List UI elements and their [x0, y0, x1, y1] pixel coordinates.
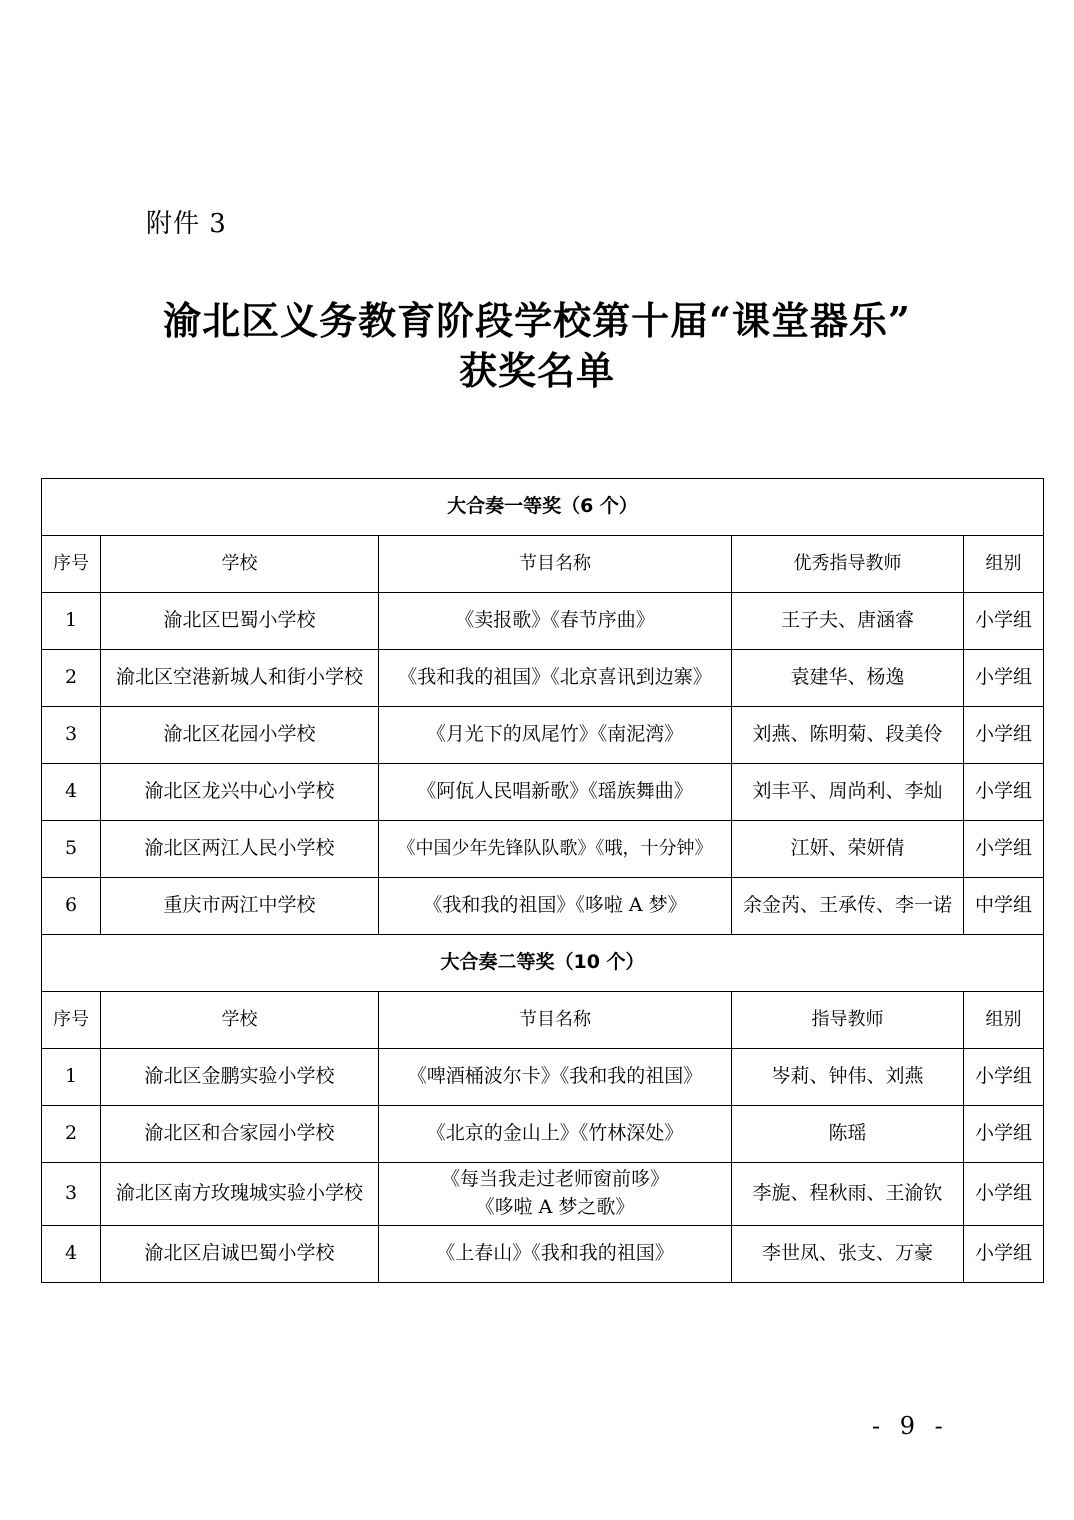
table-row — [42, 1106, 1044, 1163]
cell-teachers: 王子夫、唐涵睿 — [732, 593, 964, 650]
cell-teachers: 刘燕、陈明菊、段美伶 — [732, 707, 964, 764]
document-title-line2: 获奖名单 — [458, 348, 615, 393]
column-header-school: 学校 — [101, 536, 379, 593]
page-number: - 9 - — [872, 1412, 949, 1440]
table-row — [42, 878, 1044, 935]
cell-teachers: 陈瑶 — [732, 1106, 964, 1163]
cell-number: 4 — [42, 764, 101, 821]
attachment-label: 附件 3 — [146, 209, 227, 239]
column-header-group: 组别 — [964, 992, 1044, 1049]
table-row — [42, 764, 1044, 821]
cell-school: 渝北区巴蜀小学校 — [101, 593, 379, 650]
cell-program: 《上春山》《我和我的祖国》 — [379, 1226, 732, 1283]
cell-group: 小学组 — [964, 1226, 1044, 1283]
cell-program: 《我和我的祖国》《北京喜讯到边寨》 — [379, 650, 732, 707]
cell-group: 小学组 — [964, 1106, 1044, 1163]
column-header-teachers: 指导教师 — [732, 992, 964, 1049]
column-header-program: 节目名称 — [379, 536, 732, 593]
cell-school: 渝北区南方玫瑰城实验小学校 — [101, 1163, 379, 1226]
cell-school: 渝北区两江人民小学校 — [101, 821, 379, 878]
cell-program: 《我和我的祖国》《哆啦 A 梦》 — [379, 878, 732, 935]
cell-program: 《啤酒桶波尔卡》《我和我的祖国》 — [379, 1049, 732, 1106]
cell-school: 渝北区龙兴中心小学校 — [101, 764, 379, 821]
cell-group: 小学组 — [964, 821, 1044, 878]
cell-school: 渝北区金鹏实验小学校 — [101, 1049, 379, 1106]
cell-number: 5 — [42, 821, 101, 878]
cell-teachers: 李旎、程秋雨、王渝钦 — [732, 1163, 964, 1226]
table-row — [42, 1226, 1044, 1283]
cell-number: 4 — [42, 1226, 101, 1283]
cell-number: 2 — [42, 1106, 101, 1163]
cell-school: 渝北区空港新城人和街小学校 — [101, 650, 379, 707]
awards-table — [41, 478, 1044, 1283]
table-row — [42, 821, 1044, 878]
table-row — [42, 707, 1044, 764]
cell-program: 《每当我走过老师窗前哆》 《哆啦 A 梦之歌》 — [379, 1163, 732, 1226]
cell-school: 渝北区启诚巴蜀小学校 — [101, 1226, 379, 1283]
cell-number: 1 — [42, 1049, 101, 1106]
cell-group: 小学组 — [964, 650, 1044, 707]
column-header-number: 序号 — [42, 992, 101, 1049]
column-header-program: 节目名称 — [379, 992, 732, 1049]
cell-group: 中学组 — [964, 878, 1044, 935]
cell-program: 《中国少年先锋队队歌》《哦，十分钟》 — [379, 821, 732, 878]
column-header-number: 序号 — [42, 536, 101, 593]
cell-program: 《卖报歌》《春节序曲》 — [379, 593, 732, 650]
section-title-first-prize: 大合奏一等奖（6 个） — [42, 479, 1044, 536]
cell-school: 渝北区花园小学校 — [101, 707, 379, 764]
cell-group: 小学组 — [964, 593, 1044, 650]
cell-program: 《月光下的凤尾竹》《南泥湾》 — [379, 707, 732, 764]
cell-number: 3 — [42, 707, 101, 764]
table-row — [42, 1163, 1044, 1226]
cell-group: 小学组 — [964, 707, 1044, 764]
cell-number: 3 — [42, 1163, 101, 1226]
cell-teachers: 刘丰平、周尚利、李灿 — [732, 764, 964, 821]
section-row — [42, 479, 1044, 536]
header-row — [42, 536, 1044, 593]
cell-teachers: 袁建华、杨逸 — [732, 650, 964, 707]
cell-teachers: 江妍、荣妍倩 — [732, 821, 964, 878]
table-row — [42, 593, 1044, 650]
cell-program: 《北京的金山上》《竹林深处》 — [379, 1106, 732, 1163]
column-header-group: 组别 — [964, 536, 1044, 593]
cell-school: 重庆市两江中学校 — [101, 878, 379, 935]
cell-number: 1 — [42, 593, 101, 650]
cell-number: 6 — [42, 878, 101, 935]
column-header-teachers: 优秀指导教师 — [732, 536, 964, 593]
cell-group: 小学组 — [964, 1163, 1044, 1226]
cell-teachers: 李世凤、张支、万豪 — [732, 1226, 964, 1283]
column-header-school: 学校 — [101, 992, 379, 1049]
document-title-line1: 渝北区义务教育阶段学校第十届“课堂器乐” — [163, 298, 911, 343]
section-row — [42, 935, 1044, 992]
cell-group: 小学组 — [964, 764, 1044, 821]
cell-teachers: 余金芮、王承传、李一诺 — [732, 878, 964, 935]
table-row — [42, 1049, 1044, 1106]
cell-teachers: 岑莉、钟伟、刘燕 — [732, 1049, 964, 1106]
header-row — [42, 992, 1044, 1049]
cell-number: 2 — [42, 650, 101, 707]
cell-group: 小学组 — [964, 1049, 1044, 1106]
section-title-second-prize: 大合奏二等奖（10 个） — [42, 935, 1044, 992]
cell-program: 《阿佤人民唱新歌》《瑶族舞曲》 — [379, 764, 732, 821]
cell-school: 渝北区和合家园小学校 — [101, 1106, 379, 1163]
table-row — [42, 650, 1044, 707]
